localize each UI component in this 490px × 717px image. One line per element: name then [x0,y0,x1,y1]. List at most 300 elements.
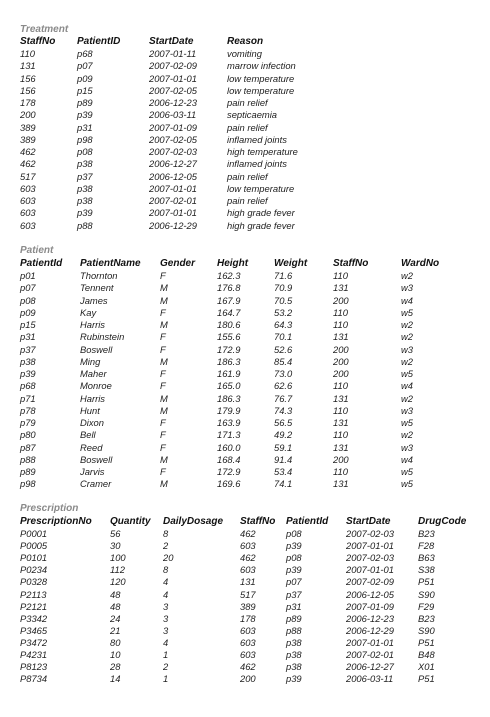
patient-cell: 76.7 [274,392,293,404]
patient-column-header: WardNo [401,258,440,269]
treatment-table-row [20,48,480,60]
patient-cell: 172.9 [217,343,241,355]
prescription-cell: 21 [110,624,121,636]
prescription-cell: 2006-12-05 [346,588,394,600]
prescription-cell: 2007-01-01 [346,564,394,576]
prescription-column-header: DrugCode [418,516,467,527]
prescription-cell: 30 [110,540,121,552]
patient-cell: 70.1 [274,331,293,343]
patient-cell: M [160,282,168,294]
treatment-cell: 2007-02-05 [149,133,197,145]
patient-cell: Rubinstein [80,331,125,343]
treatment-cell: p39 [77,207,93,219]
treatment-cell: septicaemia [227,109,278,121]
treatment-cell: 2006-12-05 [149,170,197,182]
treatment-table-row [20,158,480,170]
prescription-cell: p88 [286,624,302,636]
prescription-cell: p08 [286,552,302,564]
patient-cell: F [160,417,166,428]
patient-cell: w3 [401,343,413,355]
patient-table-row [20,282,480,294]
treatment-cell: p37 [77,170,93,182]
prescription-column-header: StartDate [346,516,391,527]
patient-cell: 176.8 [217,282,241,294]
prescription-cell: 178 [240,612,256,624]
patient-cell: w2 [401,270,413,281]
patient-cell: w5 [401,306,413,318]
patient-cell: 110 [333,319,348,330]
treatment-cell: 2007-01-11 [149,48,197,59]
prescription-cell: P51 [418,576,435,588]
prescription-cell: P2121 [20,600,48,612]
patient-cell: w2 [401,331,413,343]
patient-cell: Ming [80,355,101,367]
patient-cell: 110 [333,466,348,477]
treatment-cell: 2007-01-01 [149,72,197,84]
prescription-cell: P0328 [20,576,48,588]
treatment-cell: 2006-12-23 [149,97,197,108]
treatment-table-row [20,109,480,121]
treatment-cell: p39 [77,109,93,121]
patient-table-row [20,466,480,478]
prescription-cell: 112 [110,564,125,576]
patient-cell: 186.3 [217,392,241,404]
treatment-cell: p09 [77,72,93,84]
treatment-cell: 389 [20,133,36,145]
treatment-cell: 2007-02-05 [149,84,197,96]
patient-table-row [20,331,480,343]
prescription-cell: 80 [110,636,121,648]
patient-cell: w2 [401,355,413,367]
patient-cell: 110 [333,429,348,441]
patient-table-row [20,344,480,356]
patient-cell: Cramer [80,478,112,490]
treatment-cell: 2007-02-09 [149,60,197,72]
treatment-cell: 156 [20,72,36,84]
patient-table-row [20,319,480,331]
prescription-cell: 2 [163,540,169,552]
patient-table-row [20,380,480,392]
patient-cell: 164.7 [217,306,241,318]
prescription-cell: P0234 [20,564,48,576]
patient-cell: 167.9 [217,294,241,306]
prescription-cell: 3 [163,624,169,636]
treatment-cell: 178 [20,97,36,108]
prescription-column-header: DailyDosage [163,516,224,527]
patient-column-header: PatientName [80,258,141,269]
patient-column-header: Gender [160,258,196,269]
prescription-cell: p38 [286,661,302,673]
patient-cell: 74.3 [274,404,293,416]
prescription-cell: 4 [163,576,169,588]
patient-cell: M [160,453,168,465]
prescription-cell: 517 [240,588,256,600]
patient-cell: 52.6 [274,343,293,355]
patient-cell: 53.4 [274,466,293,477]
treatment-cell: marrow infection [227,60,296,72]
prescription-cell: p38 [286,649,302,660]
patient-cell: w2 [401,429,413,441]
patient-cell: p88 [20,453,36,465]
patient-cell: M [160,294,168,306]
treatment-cell: 2007-01-01 [149,182,197,194]
patient-cell: w4 [401,453,413,465]
prescription-cell: P3465 [20,624,48,636]
prescription-cell: 603 [240,636,256,648]
prescription-cell: p31 [286,600,302,612]
patient-cell: 70.9 [274,282,293,294]
prescription-cell: 3 [163,612,169,624]
treatment-table-row [20,134,480,146]
patient-cell: p01 [20,270,36,281]
patient-cell: Reed [80,441,103,453]
prescription-cell: 4 [163,588,169,600]
patient-cell: 200 [333,453,349,465]
prescription-cell: 2006-12-23 [346,612,394,624]
patient-cell: p09 [20,306,36,318]
patient-cell: 56.5 [274,417,293,428]
patient-cell: M [160,478,168,490]
treatment-cell: 462 [20,146,36,157]
patient-cell: 168.4 [217,453,241,465]
treatment-table-row [20,207,480,219]
treatment-cell: p68 [77,48,93,59]
prescription-cell: F29 [418,600,435,612]
treatment-column-header: Reason [227,36,264,47]
treatment-table-row [20,97,480,109]
treatment-cell: p08 [77,146,93,157]
patient-table-row [20,295,480,307]
prescription-cell: 2007-01-09 [346,600,394,612]
treatment-table-row [20,195,480,207]
prescription-cell: P8734 [20,673,48,685]
patient-cell: p08 [20,294,36,306]
patient-cell: 91.4 [274,453,293,465]
treatment-cell: 2007-01-01 [149,207,197,219]
treatment-cell: p38 [77,195,93,206]
prescription-cell: B23 [418,528,435,539]
patient-cell: 162.3 [217,270,241,281]
patient-cell: Maher [80,368,107,379]
treatment-table-row [20,183,480,195]
treatment-cell: 2006-03-11 [149,109,197,121]
treatment-table-row [20,146,480,158]
patient-cell: p37 [20,343,36,355]
prescription-cell: 2007-02-03 [346,552,394,564]
treatment-table-row [20,171,480,183]
patient-cell: 169.6 [217,478,241,490]
prescription-cell: P4231 [20,649,48,660]
prescription-table-row [20,552,480,564]
treatment-table-row [20,85,480,97]
patient-column-header: Weight [274,258,308,269]
prescription-cell: 10 [110,649,121,660]
prescription-cell: p39 [286,564,302,576]
patient-cell: w5 [401,368,413,379]
prescription-cell: P2113 [20,588,47,600]
prescription-cell: 200 [240,673,256,685]
prescription-cell: 603 [240,564,256,576]
prescription-cell: 100 [110,552,126,564]
prescription-cell: 462 [240,528,256,539]
treatment-cell: 2006-12-29 [149,219,197,231]
patient-cell: 110 [333,380,348,392]
prescription-cell: P0001 [20,528,48,539]
patient-cell: 131 [333,478,349,490]
patient-cell: p38 [20,355,36,367]
patient-cell: F [160,343,166,355]
treatment-cell: p38 [77,158,93,170]
prescription-cell: 8 [163,528,169,539]
patient-cell: Hunt [80,404,100,416]
patient-table-row [20,429,480,441]
prescription-table-row [20,637,480,649]
treatment-cell: 603 [20,182,36,194]
prescription-table-row [20,625,480,637]
patient-cell: 180.6 [217,319,241,330]
prescription-table-row [20,589,480,601]
prescription-cell: p07 [286,576,302,588]
prescription-cell: B63 [418,552,435,564]
prescription-cell: B48 [418,649,435,660]
treatment-cell: high grade fever [227,207,295,219]
treatment-cell: high grade fever [227,219,295,231]
prescription-cell: 48 [110,600,121,612]
prescription-cell: 28 [110,661,121,673]
patient-cell: 200 [333,368,349,379]
patient-table-row [20,356,480,368]
treatment-cell: 110 [20,48,35,59]
treatment-cell: inflamed joints [227,133,287,145]
patient-cell: w5 [401,466,413,477]
prescription-table-row [20,528,480,540]
treatment-cell: inflamed joints [227,158,287,170]
prescription-cell: 2006-12-27 [346,661,394,673]
patient-cell: 85.4 [274,355,293,367]
patient-cell: p15 [20,319,36,330]
treatment-column-header: PatientID [77,36,121,47]
prescription-cell: 603 [240,624,256,636]
prescription-cell: 56 [110,528,121,539]
treatment-cell: vomiting [227,48,262,59]
prescription-cell: S38 [418,564,435,576]
patient-cell: w4 [401,294,413,306]
patient-cell: p31 [20,331,36,343]
patient-cell: M [160,404,168,416]
treatment-cell: pain relief [227,97,268,108]
prescription-cell: 4 [163,636,169,648]
prescription-column-header: PrescriptionNo [20,516,92,527]
treatment-table-row [20,73,480,85]
prescription-cell: 603 [240,649,256,660]
patient-cell: p87 [20,441,36,453]
treatment-cell: 389 [20,121,36,133]
patient-cell: p78 [20,404,36,416]
patient-table-row [20,442,480,454]
treatment-cell: p31 [77,121,93,133]
patient-cell: 71.6 [274,270,293,281]
prescription-cell: p38 [286,636,302,648]
prescription-cell: 462 [240,661,256,673]
prescription-cell: 389 [240,600,256,612]
treatment-cell: 2007-01-09 [149,121,197,133]
treatment-column-header: StartDate [149,36,194,47]
patient-column-header: Height [217,258,249,269]
patient-cell: w5 [401,478,413,490]
treatment-column-header: StaffNo [20,36,56,47]
prescription-cell: 120 [110,576,126,588]
prescription-cell: 462 [240,552,256,564]
treatment-cell: 2007-02-01 [149,195,197,206]
patient-cell: 165.0 [217,380,241,392]
prescription-cell: X01 [418,661,435,673]
treatment-table-row [20,122,480,134]
treatment-cell: p38 [77,182,93,194]
treatment-cell: pain relief [227,121,268,133]
patient-cell: 131 [333,331,349,343]
prescription-cell: p08 [286,528,302,539]
treatment-table-row [20,60,480,72]
treatment-cell: 200 [20,109,36,121]
prescription-cell: 3 [163,600,169,612]
treatment-title: Treatment [20,24,69,35]
prescription-table-row [20,673,480,685]
patient-cell: F [160,466,166,477]
prescription-column-header: PatientId [286,516,329,527]
prescription-title: Prescription [20,503,79,514]
prescription-header-row [20,516,480,528]
treatment-cell: 517 [20,170,36,182]
patient-cell: F [160,380,166,392]
treatment-cell: 603 [20,207,36,219]
patient-header-row [20,258,480,270]
prescription-table-row [20,613,480,625]
patient-table-row [20,454,480,466]
patient-cell: 70.5 [274,294,293,306]
patient-cell: F [160,331,166,343]
patient-cell: F [160,306,166,318]
treatment-cell: 131 [20,60,36,72]
prescription-table-row [20,564,480,576]
patient-column-header: StaffNo [333,258,369,269]
patient-cell: F [160,270,166,281]
prescription-cell: 2 [163,661,169,673]
patient-cell: 110 [333,404,348,416]
patient-table-row [20,478,480,490]
prescription-cell: P8123 [20,661,48,673]
treatment-cell: 156 [20,84,36,96]
prescription-cell: P0101 [20,552,48,564]
prescription-cell: 2007-01-01 [346,540,394,552]
treatment-cell: high temperature [227,146,298,157]
patient-cell: w3 [401,404,413,416]
patient-cell: 172.9 [217,466,241,477]
prescription-table-row [20,601,480,613]
patient-cell: 131 [333,282,349,294]
prescription-cell: p37 [286,588,302,600]
patient-table-row [20,405,480,417]
patient-cell: 59.1 [274,441,293,453]
patient-cell: M [160,319,168,330]
patient-cell: 74.1 [274,478,293,490]
patient-cell: 163.9 [217,417,241,428]
patient-cell: p68 [20,380,36,392]
prescription-cell: 131 [240,576,256,588]
prescription-cell: 1 [163,649,169,660]
patient-cell: 49.2 [274,429,293,441]
prescription-cell: P51 [418,636,435,648]
patient-cell: 171.3 [217,429,241,441]
patient-cell: F [160,368,166,379]
prescription-table-row [20,661,480,673]
treatment-cell: p98 [77,133,93,145]
treatment-cell: low temperature [227,72,295,84]
patient-cell: 179.9 [217,404,241,416]
patient-cell: 160.0 [217,441,241,453]
prescription-cell: S90 [418,624,435,636]
patient-table-row [20,270,480,282]
treatment-cell: p88 [77,219,93,231]
prescription-cell: S90 [418,588,435,600]
prescription-cell: F28 [418,540,435,552]
treatment-cell: 2007-02-03 [149,146,197,157]
patient-cell: Boswell [80,343,113,355]
patient-cell: w2 [401,392,413,404]
prescription-cell: p89 [286,612,302,624]
prescription-cell: p39 [286,540,302,552]
patient-cell: 186.3 [217,355,241,367]
patient-cell: p39 [20,368,36,379]
prescription-table-row [20,540,480,552]
patient-cell: Kay [80,306,97,318]
patient-cell: 200 [333,355,349,367]
patient-cell: 161.9 [217,368,241,379]
patient-cell: F [160,441,166,453]
patient-cell: p89 [20,466,36,477]
prescription-cell: 603 [240,540,256,552]
patient-cell: Boswell [80,453,113,465]
prescription-column-header: StaffNo [240,516,276,527]
patient-cell: James [80,294,108,306]
patient-cell: w2 [401,319,413,330]
patient-cell: w3 [401,441,413,453]
patient-cell: 110 [333,270,348,281]
prescription-cell: P0005 [20,540,48,552]
patient-cell: Thornton [80,270,118,281]
prescription-cell: B23 [418,612,435,624]
prescription-cell: 2007-02-01 [346,649,394,660]
patient-cell: 200 [333,343,349,355]
patient-cell: 73.0 [274,368,293,379]
patient-cell: p07 [20,282,36,294]
patient-cell: Jarvis [80,466,105,477]
treatment-cell: pain relief [227,170,268,182]
patient-cell: 200 [333,294,349,306]
treatment-cell: 462 [20,158,36,170]
prescription-cell: 14 [110,673,121,685]
prescription-cell: 2007-02-09 [346,576,394,588]
patient-cell: w4 [401,380,413,392]
treatment-cell: pain relief [227,195,268,206]
prescription-cell: 8 [163,564,169,576]
patient-table-row [20,307,480,319]
patient-cell: Bell [80,429,96,441]
patient-cell: M [160,355,168,367]
treatment-cell: p89 [77,97,93,108]
patient-table-row [20,417,480,429]
treatment-cell: 2006-12-27 [149,158,197,170]
treatment-cell: low temperature [227,84,295,96]
